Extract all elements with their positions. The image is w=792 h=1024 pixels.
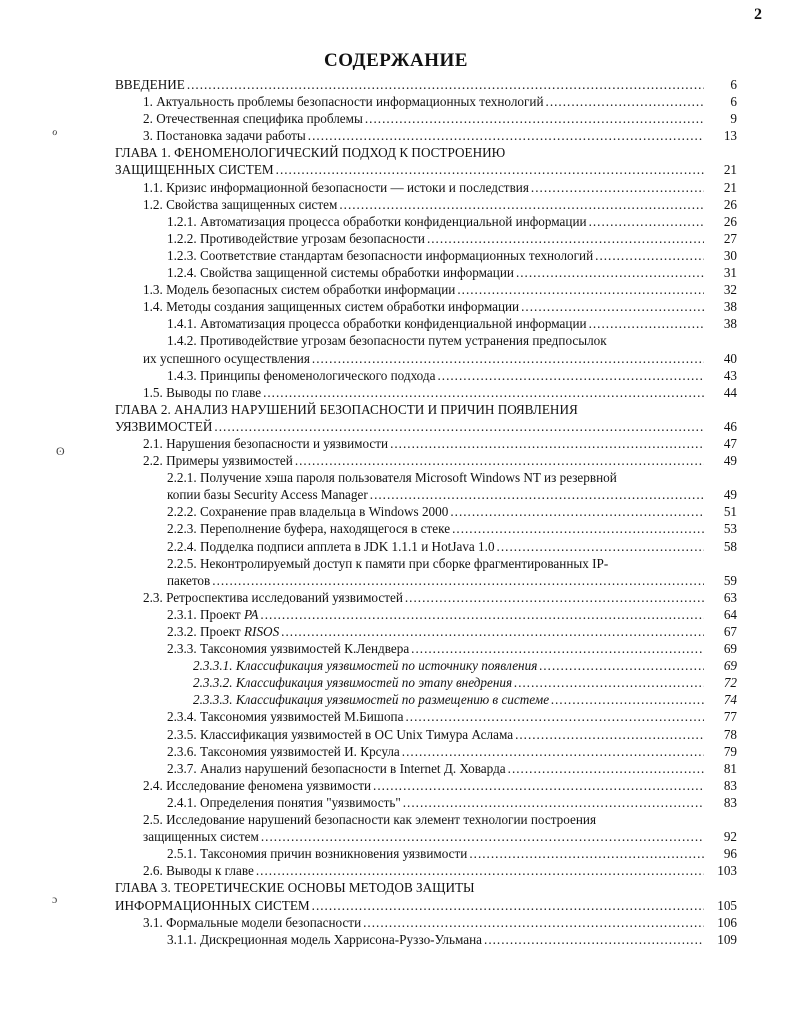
- scan-mark-1: ℴ: [52, 124, 58, 138]
- toc-chapter-entry[interactable]: ЗАЩИЩЕННЫХ СИСТЕМ ..... 21: [115, 161, 737, 178]
- toc-entry[interactable]: 2.2.4. Подделка подписи апплета в JDK 1.1.1 и HotJava 1.0 ..... 58: [115, 538, 737, 555]
- toc-entry[interactable]: 3.1.1. Дискреционная модель Харрисона-Руззо-Ульмана ..... 109: [115, 931, 737, 948]
- toc-entry[interactable]: 2.3.7. Анализ нарушений безопасности в Internet Д. Ховарда ..... 81: [115, 760, 737, 777]
- toc-entry-line1: 2.5. Исследование нарушений безопасности как элемент технологии построения: [143, 812, 597, 828]
- toc-entry[interactable]: копии базы Security Access Manager ..... 49: [115, 486, 737, 503]
- table-of-contents: [115, 76, 737, 948]
- toc-entry[interactable]: 2.2.2. Сохранение прав владельца в Windows 2000 ..... 51: [115, 503, 737, 520]
- toc-entry[interactable]: 2.2.3. Переполнение буфера, находящегося в стеке ..... 53: [115, 520, 737, 537]
- toc-entry[interactable]: 2.3.5. Классификация уязвимостей в ОС Unix Тимура Аслама ..... 78: [115, 726, 737, 743]
- toc-chapter-entry[interactable]: ИНФОРМАЦИОННЫХ СИСТЕМ ..... 105: [115, 897, 737, 914]
- toc-chapter-entry[interactable]: УЯЗВИМОСТЕЙ ..... 46: [115, 418, 737, 435]
- toc-entry[interactable]: 1.1. Кризис информационной безопасности — истоки и последствия ..... 21: [115, 179, 737, 196]
- toc-entry[interactable]: 1.2.1. Автоматизация процесса обработки конфиденциальной информации ..... 26: [115, 213, 737, 230]
- toc-entry[interactable]: 1.2.2. Противодействие угрозам безопасности ..... 27: [115, 230, 737, 247]
- toc-entry[interactable]: 2.1. Нарушения безопасности и уязвимости ..... 47: [115, 435, 737, 452]
- toc-entry[interactable]: 1.4.1. Автоматизация процесса обработки конфиденциальной информации ..... 38: [115, 315, 737, 332]
- toc-entry[interactable]: 3. Постановка задачи работы ..... 13: [115, 127, 737, 144]
- toc-entry[interactable]: 2.3.1. Проект PA ..... 64: [115, 606, 737, 623]
- toc-entry[interactable]: 2.4. Исследование феномена уязвимости ..... 83: [115, 777, 737, 794]
- scan-mark-2: ʘ: [56, 444, 65, 458]
- scan-mark-3: ɔ: [52, 892, 58, 906]
- toc-title: СОДЕРЖАНИЕ: [324, 50, 468, 71]
- toc-entry-line1: 1.4.2. Противодействие угрозам безопасности путем устранения предпосылок: [167, 333, 607, 349]
- toc-chapter-heading: ГЛАВА 3. ТЕОРЕТИЧЕСКИЕ ОСНОВЫ МЕТОДОВ ЗАЩИТЫ: [115, 880, 475, 896]
- toc-entry[interactable]: 1.3. Модель безопасных систем обработки информации ..... 32: [115, 281, 737, 298]
- toc-entry[interactable]: 2.3.3. Таксономия уязвимостей К.Лендвера ..... 69: [115, 640, 737, 657]
- toc-entry[interactable]: 2.5.1. Таксономия причин возникновения уязвимости ..... 96: [115, 845, 737, 862]
- toc-entry-line1: 2.2.5. Неконтролируемый доступ к памяти при сборке фрагментированных IP-: [167, 555, 609, 571]
- toc-entry[interactable]: 1.4. Методы создания защищенных систем обработки информации ..... 38: [115, 298, 737, 315]
- toc-entry[interactable]: 2.3.2. Проект RISOS ..... 67: [115, 623, 737, 640]
- toc-entry[interactable]: 1.4.3. Принципы феноменологического подхода ..... 43: [115, 367, 737, 384]
- toc-entry[interactable]: 1.2.3. Соответствие стандартам безопасности информационных технологий ..... 30: [115, 247, 737, 264]
- toc-entry[interactable]: 2.6. Выводы к главе ..... 103: [115, 862, 737, 879]
- toc-entry[interactable]: 1.2.4. Свойства защищенной системы обработки информации ..... 31: [115, 264, 737, 281]
- toc-entry[interactable]: 2.3.4. Таксономия уязвимостей М.Бишопа ..... 77: [115, 708, 737, 725]
- toc-entry[interactable]: 2.3.3.1. Классификация уязвимостей по источнику появления ..... 69: [115, 657, 737, 674]
- toc-entry[interactable]: 2.3.3.3. Классификация уязвимостей по размещению в системе ..... 74: [115, 691, 737, 708]
- toc-entry[interactable]: 1.5. Выводы по главе ..... 44: [115, 384, 737, 401]
- toc-entry-intro[interactable]: ВВЕДЕНИЕ ..... 6: [115, 76, 737, 93]
- toc-entry[interactable]: пакетов ..... 59: [115, 572, 737, 589]
- toc-entry[interactable]: 2.4.1. Определения понятия "уязвимость" ..... 83: [115, 794, 737, 811]
- toc-entry[interactable]: 1.2. Свойства защищенных систем ..... 26: [115, 196, 737, 213]
- toc-entry[interactable]: их успешного осуществления ..... 40: [115, 350, 737, 367]
- toc-entry[interactable]: 3.1. Формальные модели безопасности ..... 106: [115, 914, 737, 931]
- page-number: 2: [754, 6, 762, 23]
- toc-entry[interactable]: 2. Отечественная специфика проблемы ..... 9: [115, 110, 737, 127]
- toc-entry[interactable]: 2.2. Примеры уязвимостей ..... 49: [115, 452, 737, 469]
- toc-entry[interactable]: 2.3.3.2. Классификация уязвимостей по этапу внедрения ..... 72: [115, 674, 737, 691]
- toc-chapter-heading: ГЛАВА 2. АНАЛИЗ НАРУШЕНИЙ БЕЗОПАСНОСТИ И ПРИЧИН ПОЯВЛЕНИЯ: [115, 401, 578, 417]
- toc-entry[interactable]: защищенных систем ..... 92: [115, 828, 737, 845]
- toc-entry[interactable]: 2.3.6. Таксономия уязвимостей И. Крсула ..... 79: [115, 743, 737, 760]
- toc-entry-line1: 2.2.1. Получение хэша пароля пользователя Microsoft Windows NT из резервной: [167, 470, 617, 486]
- toc-entry[interactable]: 2.3. Ретроспектива исследований уязвимостей ..... 63: [115, 589, 737, 606]
- toc-chapter-heading: ГЛАВА 1. ФЕНОМЕНОЛОГИЧЕСКИЙ ПОДХОД К ПОСТРОЕНИЮ: [115, 145, 506, 161]
- toc-entry[interactable]: 1. Актуальность проблемы безопасности информационных технологий ..... 6: [115, 93, 737, 110]
